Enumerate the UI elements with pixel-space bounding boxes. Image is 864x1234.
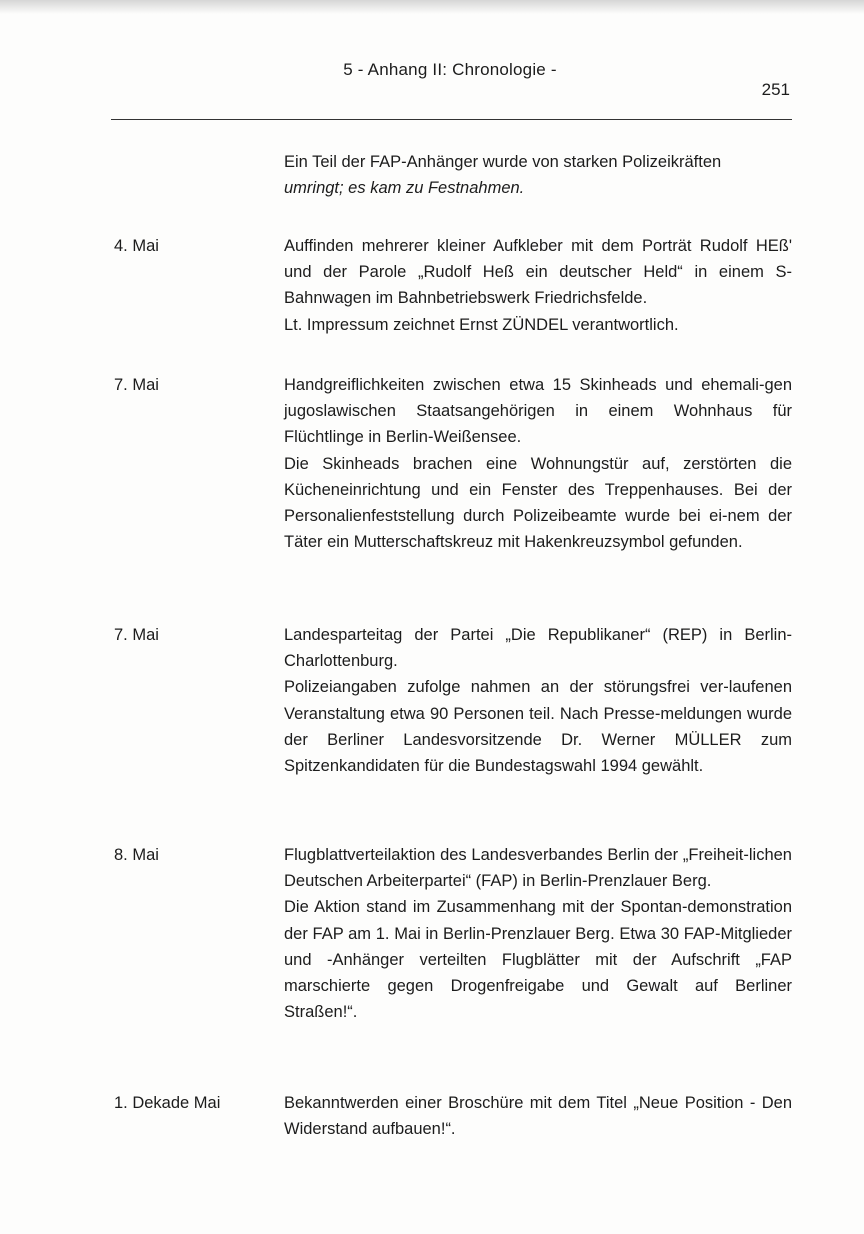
entry-paragraph: Bekanntwerden einer Broschüre mit dem Titel „Neue Position - Den Widerstand aufbauen!“.: [284, 1094, 792, 1139]
entry-text: [284, 233, 792, 338]
entry-date: 7. Mai: [114, 376, 159, 394]
entry-date: 7. Mai: [114, 626, 159, 644]
entry-date: 4. Mai: [114, 237, 159, 255]
entry-paragraph: Polizeiangaben zufolge nahmen an der störungsfrei ver-laufenen Veranstaltung etwa 90 Personen teil. Nach Presse-meldungen wurde der Berliner Landesvorsitzende Dr. Werner MÜLLER zum Spitzenkandidaten für die Bundestagswahl 1994 gewählt.: [284, 678, 792, 776]
entry-text: [284, 842, 792, 1025]
entry-date: 1. Dekade Mai: [114, 1094, 221, 1112]
continuation-text: [284, 149, 792, 201]
entry-text: [284, 1090, 792, 1142]
entry-paragraph: Flugblattverteilaktion des Landesverbandes Berlin der „Freiheit-lichen Deutschen Arbeiterpartei“ (FAP) in Berlin-Prenzlauer Berg.: [284, 846, 792, 891]
page-number: 251: [761, 80, 790, 99]
entry-text: [284, 372, 792, 555]
entry-paragraph: Auffinden mehrerer kleiner Aufkleber mit dem Porträt Rudolf HEß' und der Parole „Rudolf Heß ein deutscher Held“ in einem S-Bahnwagen im Bahnbetriebswerk Friedrichsfelde.: [284, 237, 792, 308]
entry-text: [284, 622, 792, 779]
header-divider: [111, 119, 792, 120]
entry-date: 8. Mai: [114, 846, 159, 864]
continuation-line-1: Ein Teil der FAP-Anhänger wurde von starken Polizeikräften: [284, 153, 722, 171]
entry-paragraph: Lt. Impressum zeichnet Ernst ZÜNDEL verantwortlich.: [284, 315, 679, 334]
scan-edge-shadow: [0, 0, 864, 14]
page-header-title: 5 - Anhang II: Chronologie -: [343, 60, 557, 79]
entry-paragraph: Handgreiflichkeiten zwischen etwa 15 Skinheads und ehemali-gen jugoslawischen Staatsangehörigen in einem Wohnhaus für Flüchtlinge in Berlin-Weißensee.: [284, 376, 792, 447]
continuation-line-2: umringt; es kam zu Festnahmen.: [284, 179, 525, 198]
entry-paragraph: Die Aktion stand im Zusammenhang mit der Spontan-demonstration der FAP am 1. Mai in Berlin-Prenzlauer Berg. Etwa 30 FAP-Mitglieder und -Anhänger verteilten Flugblätter mit der Aufschrift „FAP marschierte gegen Drogenfreigabe und Gewalt auf Berliner Straßen!“.: [284, 898, 792, 1022]
entry-paragraph: Landesparteitag der Partei „Die Republikaner“ (REP) in Berlin-Charlottenburg.: [284, 626, 792, 671]
entry-paragraph: Die Skinheads brachen eine Wohnungstür auf, zerstörten die Kücheneinrichtung und ein Fenster des Treppenhauses. Bei der Personalienfeststellung durch Polizeibeamte wurde bei ei-nem der Täter ein Mutterschaftskreuz mit Hakenkreuzsymbol gefunden.: [284, 454, 792, 552]
